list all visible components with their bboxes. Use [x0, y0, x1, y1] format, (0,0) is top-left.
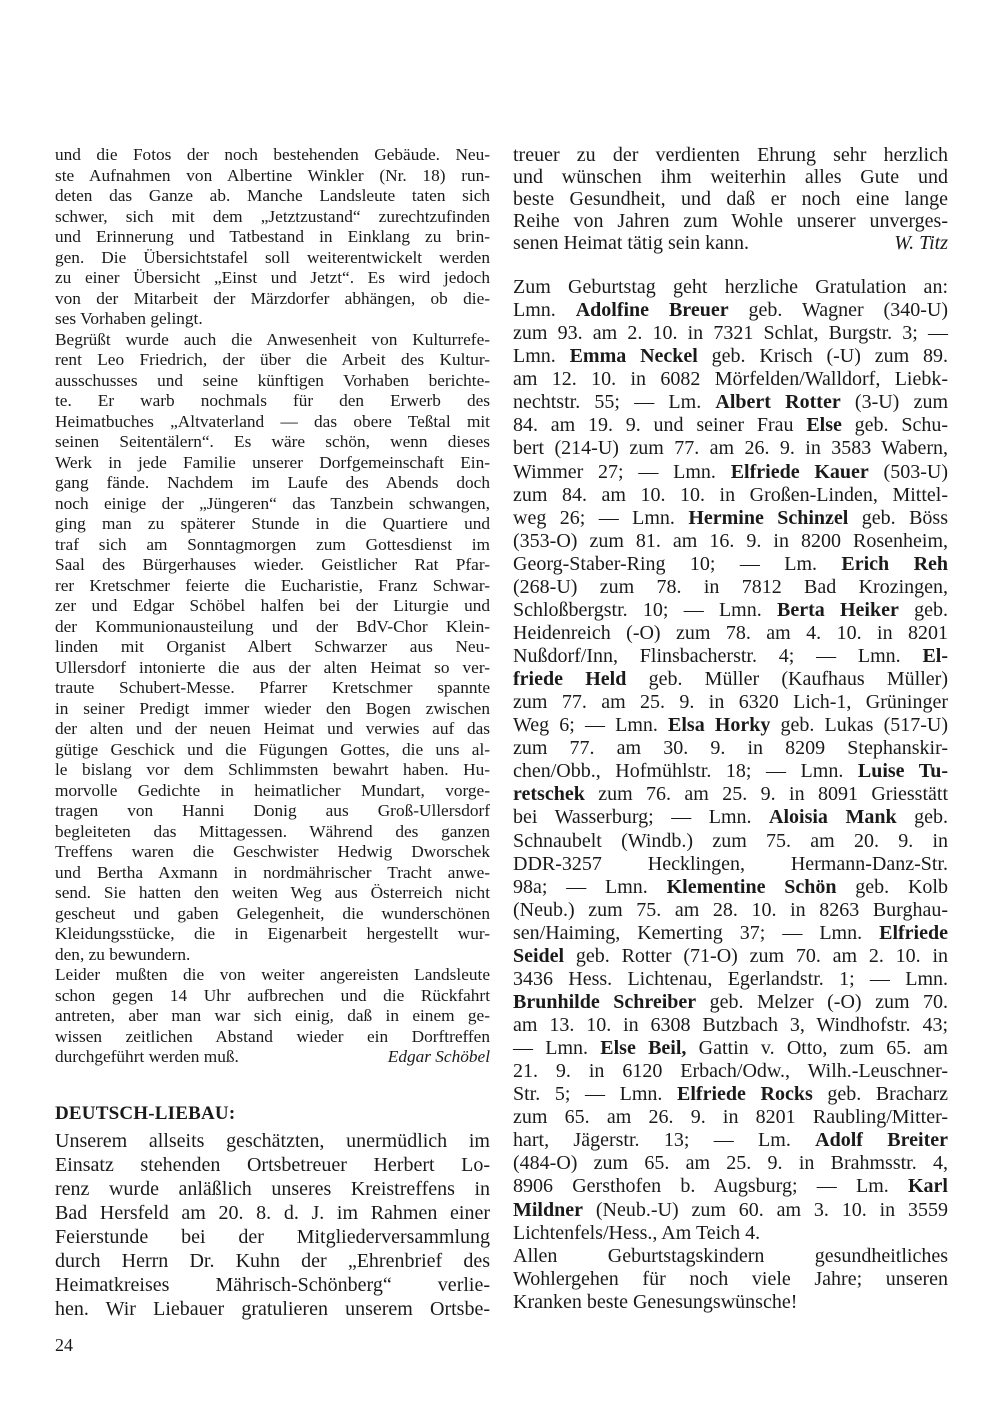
text-line [55, 494, 490, 515]
text-run: Schnaubelt (Windb.) zum 75. am 20. 9. in [513, 829, 948, 852]
text-line [513, 853, 948, 876]
text-run: treuer zu der verdienten Ehrung sehr herzlich [513, 144, 948, 166]
text-run: 8906 Gersthofen b. Augsburg; — Lm. [513, 1175, 908, 1198]
text-run: in seiner Predigt immer wieder den Bogen zwischen [55, 698, 490, 718]
text-run: sen/Haiming, Kemerting 37; — Lmn. [513, 921, 880, 944]
text-run: Kranken beste Genesungswünsche! [513, 1290, 798, 1313]
text-line [55, 678, 490, 699]
bold-name: Else Beil, [600, 1037, 687, 1060]
text-run: Reihe von Jahren zum Wohle unserer unverges- [513, 210, 948, 232]
text-line [513, 783, 948, 806]
text-line [55, 617, 490, 638]
text-run: 84. am 19. 9. und seiner Frau [513, 414, 807, 437]
text-line [55, 842, 490, 863]
text-line [55, 822, 490, 843]
text-line [513, 530, 948, 553]
text-line [55, 1249, 490, 1273]
text-run: 21. 9. in 6120 Erbach/Odw., Wilh.-Leuschner- [513, 1060, 948, 1083]
text-run: ses Vorhaben gelingt. [55, 309, 203, 328]
text-run: rer Kretschmer feierte die Eucharistie, Franz Schwar- [55, 575, 490, 595]
text-line [55, 268, 490, 289]
text-line [513, 1014, 948, 1037]
text-run: (268-U) zum 78. in 7812 Bad Krozingen, [513, 575, 948, 598]
text-line [513, 1268, 948, 1291]
text-line [55, 412, 490, 433]
text-run: Lichtenfels/Hess., Am Teich 4. [513, 1221, 761, 1244]
text-run: Lmn. [513, 345, 570, 368]
bold-name: Erich Reh [841, 552, 949, 575]
text-line [513, 899, 948, 922]
text-line [55, 473, 490, 494]
text-line [55, 1047, 490, 1068]
text-run: begleiteten das Mittagessen. Während des ganzen [55, 821, 490, 841]
text-run: durchgeführt werden muß. [55, 1047, 239, 1066]
deutsch-liebau-text [55, 1129, 490, 1321]
text-line [513, 1199, 948, 1222]
text-line [513, 922, 948, 945]
text-run: zum 93. am 2. 10. in 7321 Schlat, Burgstr. 3; — [513, 322, 948, 345]
text-line [513, 437, 948, 460]
text-run: gen. Die Übersichtstafel soll weiterentwickelt werden [55, 247, 490, 267]
bold-name: Albert Rotter [715, 391, 841, 414]
text-line [55, 514, 490, 535]
text-line [55, 863, 490, 884]
text-run: schon gegen 14 Uhr aufbrechen und die Rückfahrt [55, 985, 490, 1005]
text-line [513, 1245, 948, 1268]
text-line [55, 699, 490, 720]
text-run: morvolle Gedichte in heimatlicher Mundart, vorge- [55, 780, 490, 800]
text-run: send. Sie hatten den weiten Weg aus Österreich nicht [55, 883, 490, 902]
text-run: tragen von Hanni Donig aus Groß-Ullersdorf [55, 801, 490, 820]
text-line [513, 166, 948, 188]
text-run: chen/Obb., Hofmühlstr. 18; — Lmn. [513, 760, 858, 783]
text-run: (353-O) zum 81. am 16. 9. in 8200 Rosenheim, [513, 529, 948, 552]
bold-name: Adolfine Breuer [575, 299, 729, 322]
text-run: ste Aufnahmen von Albertine Winkler (Nr. 18) run- [55, 165, 490, 185]
text-line [55, 986, 490, 1007]
text-line [55, 432, 490, 453]
text-run: deten das Ganze ab. Manche Landsleute taten sich [55, 186, 490, 205]
text-run: zum 77. am 25. 9. in 6320 Lich-1, Grüninger [513, 691, 948, 714]
text-line [513, 599, 948, 622]
text-line [55, 760, 490, 781]
bold-name: El- [922, 645, 948, 667]
paragraph [55, 965, 490, 1068]
text-line [513, 414, 948, 437]
text-run: Bad Hersfeld am 20. 8. d. J. im Rahmen einer [55, 1202, 490, 1224]
text-line [55, 1273, 490, 1297]
text-line [513, 668, 948, 691]
text-line [55, 801, 490, 822]
text-line [513, 210, 948, 232]
text-run: Lmn. [513, 299, 576, 322]
text-run: Saal des Bürgerhauses wieder. Geistlicher Rat Pfar- [55, 555, 490, 574]
text-run: Wimmer 27; — Lmn. [513, 460, 731, 483]
text-line [513, 645, 948, 668]
text-line [55, 1027, 490, 1048]
text-line [55, 227, 490, 248]
text-run: weg 26; — Lmn. [513, 506, 689, 529]
text-line [55, 924, 490, 945]
text-run: DDR-3257 Hecklingen, Hermann-Danz-Str. [513, 852, 948, 875]
text-run: (3-U) zum [840, 391, 948, 414]
paragraph [513, 276, 948, 1245]
text-run: zu einer Übersicht „Einst und Jetzt“. Es wird jedoch [55, 268, 490, 287]
text-line [513, 391, 948, 414]
text-line [513, 144, 948, 166]
text-run: Werk in jede Familie unserer Dorfgemeinschaft Ein- [55, 452, 490, 472]
text-line [55, 371, 490, 392]
text-run: traute Schubert-Messe. Pfarrer Kretschmer spannte [55, 678, 490, 697]
text-line [513, 1291, 948, 1314]
text-line [55, 719, 490, 740]
text-line [513, 830, 948, 853]
text-run: rent Leo Friedrich, der über die Arbeit des Kultur- [55, 350, 490, 369]
bold-name: Emma Neckel [569, 345, 698, 368]
text-run: seinen Seitentälern“. Es wäre schön, wenn dieses [55, 432, 490, 451]
text-run: gescheut und gaben Gelegenheit, die wunderschönen [55, 903, 490, 923]
text-line [513, 622, 948, 645]
paragraph [55, 330, 490, 966]
text-run: geb. Bracharz [812, 1083, 949, 1106]
bold-name: Seidel [513, 944, 565, 967]
page-number: 24 [55, 1335, 73, 1355]
text-run: Heimatbuches „Altvaterland — das obere Teßtal mit [55, 411, 490, 431]
text-line [55, 309, 490, 330]
paragraph [55, 1129, 490, 1321]
text-run: geb. Böss [848, 506, 948, 529]
text-line [513, 1083, 948, 1106]
text-run: hen. Wir Liebauer gratulieren unserem Ortsbe- [55, 1298, 490, 1320]
text-run: Schloßbergstr. 10; — Lmn. [513, 598, 777, 621]
text-run: 98a; — Lmn. [513, 875, 667, 898]
text-run: zum 84. am 10. 10. in Großen-Linden, Mittel- [513, 483, 948, 506]
author-signature: Edgar Schöbel [387, 1047, 490, 1066]
text-line [513, 188, 948, 210]
text-run: und die Fotos der noch bestehenden Gebäude. Neu- [55, 145, 490, 164]
text-run: (Neub.) zum 75. am 28. 10. in 8263 Burghau- [513, 898, 948, 921]
text-run: noch einige der „Jüngeren“ das Tanzbein schwangen, [55, 493, 490, 513]
paragraph [513, 144, 948, 254]
text-run: zer und Edgar Schöbel halfen bei der Liturgie und [55, 596, 490, 615]
text-run: traf sich am Sonntagmorgen zum Gottesdienst im [55, 534, 490, 554]
text-line [55, 1129, 490, 1153]
text-run: geb. Wagner (340-U) [728, 299, 948, 322]
bold-name: friede Held [513, 668, 627, 691]
text-run: bert (214-U) zum 77. am 26. 9. in 3583 Wabern, [513, 437, 948, 460]
text-run: geb. [898, 598, 948, 621]
text-run: antreten, aber man war sich einig, daß in einem ge- [55, 1006, 490, 1025]
text-run: Gattin v. Otto, zum 65. am [686, 1037, 948, 1060]
text-run: und Bertha Axmann in nordmährischer Tracht anwe- [55, 862, 490, 882]
text-run: (Neub.-U) zum 60. am 3. 10. in 3559 [583, 1198, 948, 1221]
text-line [55, 207, 490, 228]
text-line [513, 322, 948, 345]
bold-name: Elfriede [879, 921, 948, 944]
text-run: senen Heimat tätig sein kann. [513, 232, 750, 254]
text-line [513, 553, 948, 576]
text-line [55, 596, 490, 617]
text-run: nechtstr. 55; — Lm. [513, 391, 716, 414]
text-run: Begrüßt wurde auch die Anwesenheit von Kulturrefe- [55, 329, 490, 349]
left-article-text [55, 145, 490, 1068]
bold-name: Hermine Schinzel [688, 506, 849, 529]
bold-name: Elfriede Kauer [730, 460, 869, 483]
text-run: gütige Geschick und die Fügungen Gottes, die uns al- [55, 739, 490, 759]
text-line [55, 1177, 490, 1201]
text-run: ging man zu späterer Stunde in die Quartiere und [55, 514, 490, 533]
text-run: Ullersdorf intonierte die aus der alten Heimat so ver- [55, 657, 490, 677]
text-run: renz wurde anläßlich unseres Kreistreffens in [55, 1178, 490, 1200]
text-line [55, 330, 490, 351]
text-line [513, 1222, 948, 1245]
text-line [513, 806, 948, 829]
bold-name: retschek [513, 783, 585, 806]
text-run: Georg-Staber-Ring 10; — Lm. [513, 552, 842, 575]
text-line [513, 232, 948, 254]
text-line [55, 781, 490, 802]
bold-name: Aloisia Mank [769, 806, 897, 829]
text-line [55, 453, 490, 474]
section-heading: DEUTSCH-LIEBAU: [55, 1103, 236, 1124]
text-run: Str. 5; — Lmn. [513, 1083, 678, 1106]
text-run: am 13. 10. in 6308 Butzbach 3, Windhofstr. 43; [513, 1014, 948, 1036]
text-run: Leider mußten die von weiter angereisten Landsleute [55, 965, 490, 984]
text-run: zum 77. am 30. 9. in 8209 Stephanskir- [513, 737, 948, 760]
text-line [513, 737, 948, 760]
text-run: geb. Kolb [836, 875, 948, 898]
text-run: (484-O) zum 65. am 25. 9. in Brahmsstr. 4, [513, 1152, 948, 1175]
text-line [55, 391, 490, 412]
text-run: und Erinnerung und Tatbestand in Einklang zu brin- [55, 227, 490, 246]
text-line [513, 991, 948, 1014]
text-line [513, 1037, 948, 1060]
text-run: den, zu bewundern. [55, 944, 191, 964]
text-line [55, 1297, 490, 1321]
text-line [55, 965, 490, 986]
text-run: zum 65. am 26. 9. in 8201 Raubling/Mitter- [513, 1106, 948, 1129]
bold-name: Adolf Breiter [815, 1129, 948, 1152]
text-line [513, 576, 948, 599]
text-line [513, 876, 948, 899]
text-run: wissen zeitlichen Abstand wieder ein Dorftreffen [55, 1026, 490, 1046]
text-line [55, 1225, 490, 1249]
text-line [513, 691, 948, 714]
text-line [513, 484, 948, 507]
bold-name: Luise Tu- [857, 760, 948, 783]
text-line [55, 637, 490, 658]
text-line [513, 368, 948, 391]
text-run: linden mit Organist Albert Schwarzer aus Neu- [55, 637, 490, 656]
text-line [513, 1152, 948, 1175]
bold-name: Mildner [513, 1198, 583, 1221]
text-run: hart, Jägerstr. 13; — Lm. [513, 1129, 816, 1152]
birthday-list-text [513, 276, 948, 1314]
text-line [55, 289, 490, 310]
text-line [55, 555, 490, 576]
bold-name: Brunhilde Schreiber [513, 990, 697, 1013]
text-run: geb. Melzer (-O) zum 70. [696, 990, 948, 1013]
text-run: le bislang vor dem Schlimmsten bewahrt haben. Hu- [55, 760, 490, 779]
text-line [55, 1201, 490, 1225]
text-line [55, 904, 490, 925]
text-run: Treffens waren die Geschwister Hedwig Dworschek [55, 842, 490, 861]
text-line [55, 658, 490, 679]
text-run: geb. Krisch (-U) zum 89. [697, 345, 948, 368]
text-line [513, 1106, 948, 1129]
text-run: geb. Lukas (517-U) [770, 714, 948, 737]
text-line [55, 186, 490, 207]
text-line [513, 760, 948, 783]
text-run: Heimatkreises Mährisch-Schönberg“ verlie- [55, 1274, 490, 1296]
text-run: bei Wasserburg; — Lmn. [513, 806, 770, 829]
text-line [513, 945, 948, 968]
bold-name: Karl [908, 1175, 948, 1198]
text-line [513, 299, 948, 322]
text-run: Nußdorf/Inn, Flinsbacherstr. 4; — Lmn. [513, 645, 923, 667]
text-run: Wohlergehen für noch viele Jahre; unseren [513, 1267, 948, 1290]
text-run: durch Herrn Dr. Kuhn der „Ehrenbrief des [55, 1250, 490, 1272]
right-continuation-text [513, 144, 948, 254]
text-line [513, 1129, 948, 1152]
text-line [55, 1153, 490, 1177]
text-line [513, 345, 948, 368]
text-run: Allen Geburtstagskindern gesundheitliches [513, 1244, 948, 1267]
text-line [513, 968, 948, 991]
text-line [513, 1060, 948, 1083]
text-line [513, 507, 948, 530]
text-run: zum 76. am 25. 9. in 8091 Griesstätt [584, 783, 948, 806]
text-line [513, 276, 948, 299]
text-run: geb. Rotter (71-O) zum 70. am 2. 10. in [564, 944, 948, 967]
text-run: geb. [896, 806, 948, 829]
text-run: Weg 6; — Lmn. [513, 714, 669, 737]
author-signature: W. Titz [894, 232, 948, 254]
text-run: geb. Müller (Kaufhaus Müller) [626, 668, 948, 691]
text-line [55, 576, 490, 597]
bold-name: Elsa Horky [668, 714, 771, 737]
text-run: — Lmn. [513, 1037, 601, 1060]
paragraph [513, 1245, 948, 1314]
text-line [55, 945, 490, 966]
text-run: Kleidungsstücke, die in Eigenarbeit hergestellt wur- [55, 924, 490, 943]
text-run: (503-U) [868, 460, 948, 483]
text-run: Unserem allseits geschätzten, unermüdlich im [55, 1130, 490, 1152]
text-run: und wünschen ihm weiterhin alles Gute und [513, 166, 948, 188]
bold-name: Klementine Schön [666, 875, 837, 898]
text-line [55, 883, 490, 904]
text-line [513, 714, 948, 737]
text-run: der alten und der neuen Heimat und verwies auf das [55, 719, 490, 738]
text-line [55, 248, 490, 269]
bold-name: Berta Heiker [776, 598, 899, 621]
text-line [55, 145, 490, 166]
text-run: te. Er warb nochmals für den Erwerb des [55, 391, 490, 410]
text-run: Heidenreich (-O) zum 78. am 4. 10. in 8201 [513, 621, 948, 644]
text-run: schwer, sich mit dem „Jetztzustand“ zurechtzufinden [55, 206, 490, 226]
text-run: der Kommunionausteilung und der BdV-Chor Klein- [55, 616, 490, 636]
text-run: am 12. 10. in 6082 Mörfelden/Walldorf, Liebk- [513, 368, 948, 391]
text-run: 3436 Hess. Lichtenau, Egerlandstr. 1; — Lmn. [513, 967, 948, 990]
text-run: von der Mitarbeit der Märzdorfer abhängen, ob die- [55, 288, 490, 308]
text-line [55, 535, 490, 556]
text-line [55, 166, 490, 187]
text-run: gang fände. Nachdem im Laufe des Abends doch [55, 473, 490, 492]
paragraph [55, 145, 490, 330]
text-run: ausschusses und seine künftigen Vorhaben berichte- [55, 370, 490, 390]
text-run: Zum Geburtstag geht herzliche Gratulation an: [513, 276, 948, 298]
text-run: beste Gesundheit, und daß er noch eine lange [513, 188, 948, 210]
bold-name: Elfriede Rocks [677, 1083, 813, 1106]
text-line [55, 1006, 490, 1027]
text-line [55, 350, 490, 371]
bold-name: Else [806, 414, 842, 437]
text-run: Feierstunde bei der Mitgliederversammlung [55, 1226, 490, 1248]
text-line [55, 740, 490, 761]
text-run: Einsatz stehenden Ortsbetreuer Herbert Lo- [55, 1154, 490, 1176]
text-run: geb. Schu- [841, 414, 948, 437]
text-line [513, 1175, 948, 1198]
text-line [513, 461, 948, 484]
